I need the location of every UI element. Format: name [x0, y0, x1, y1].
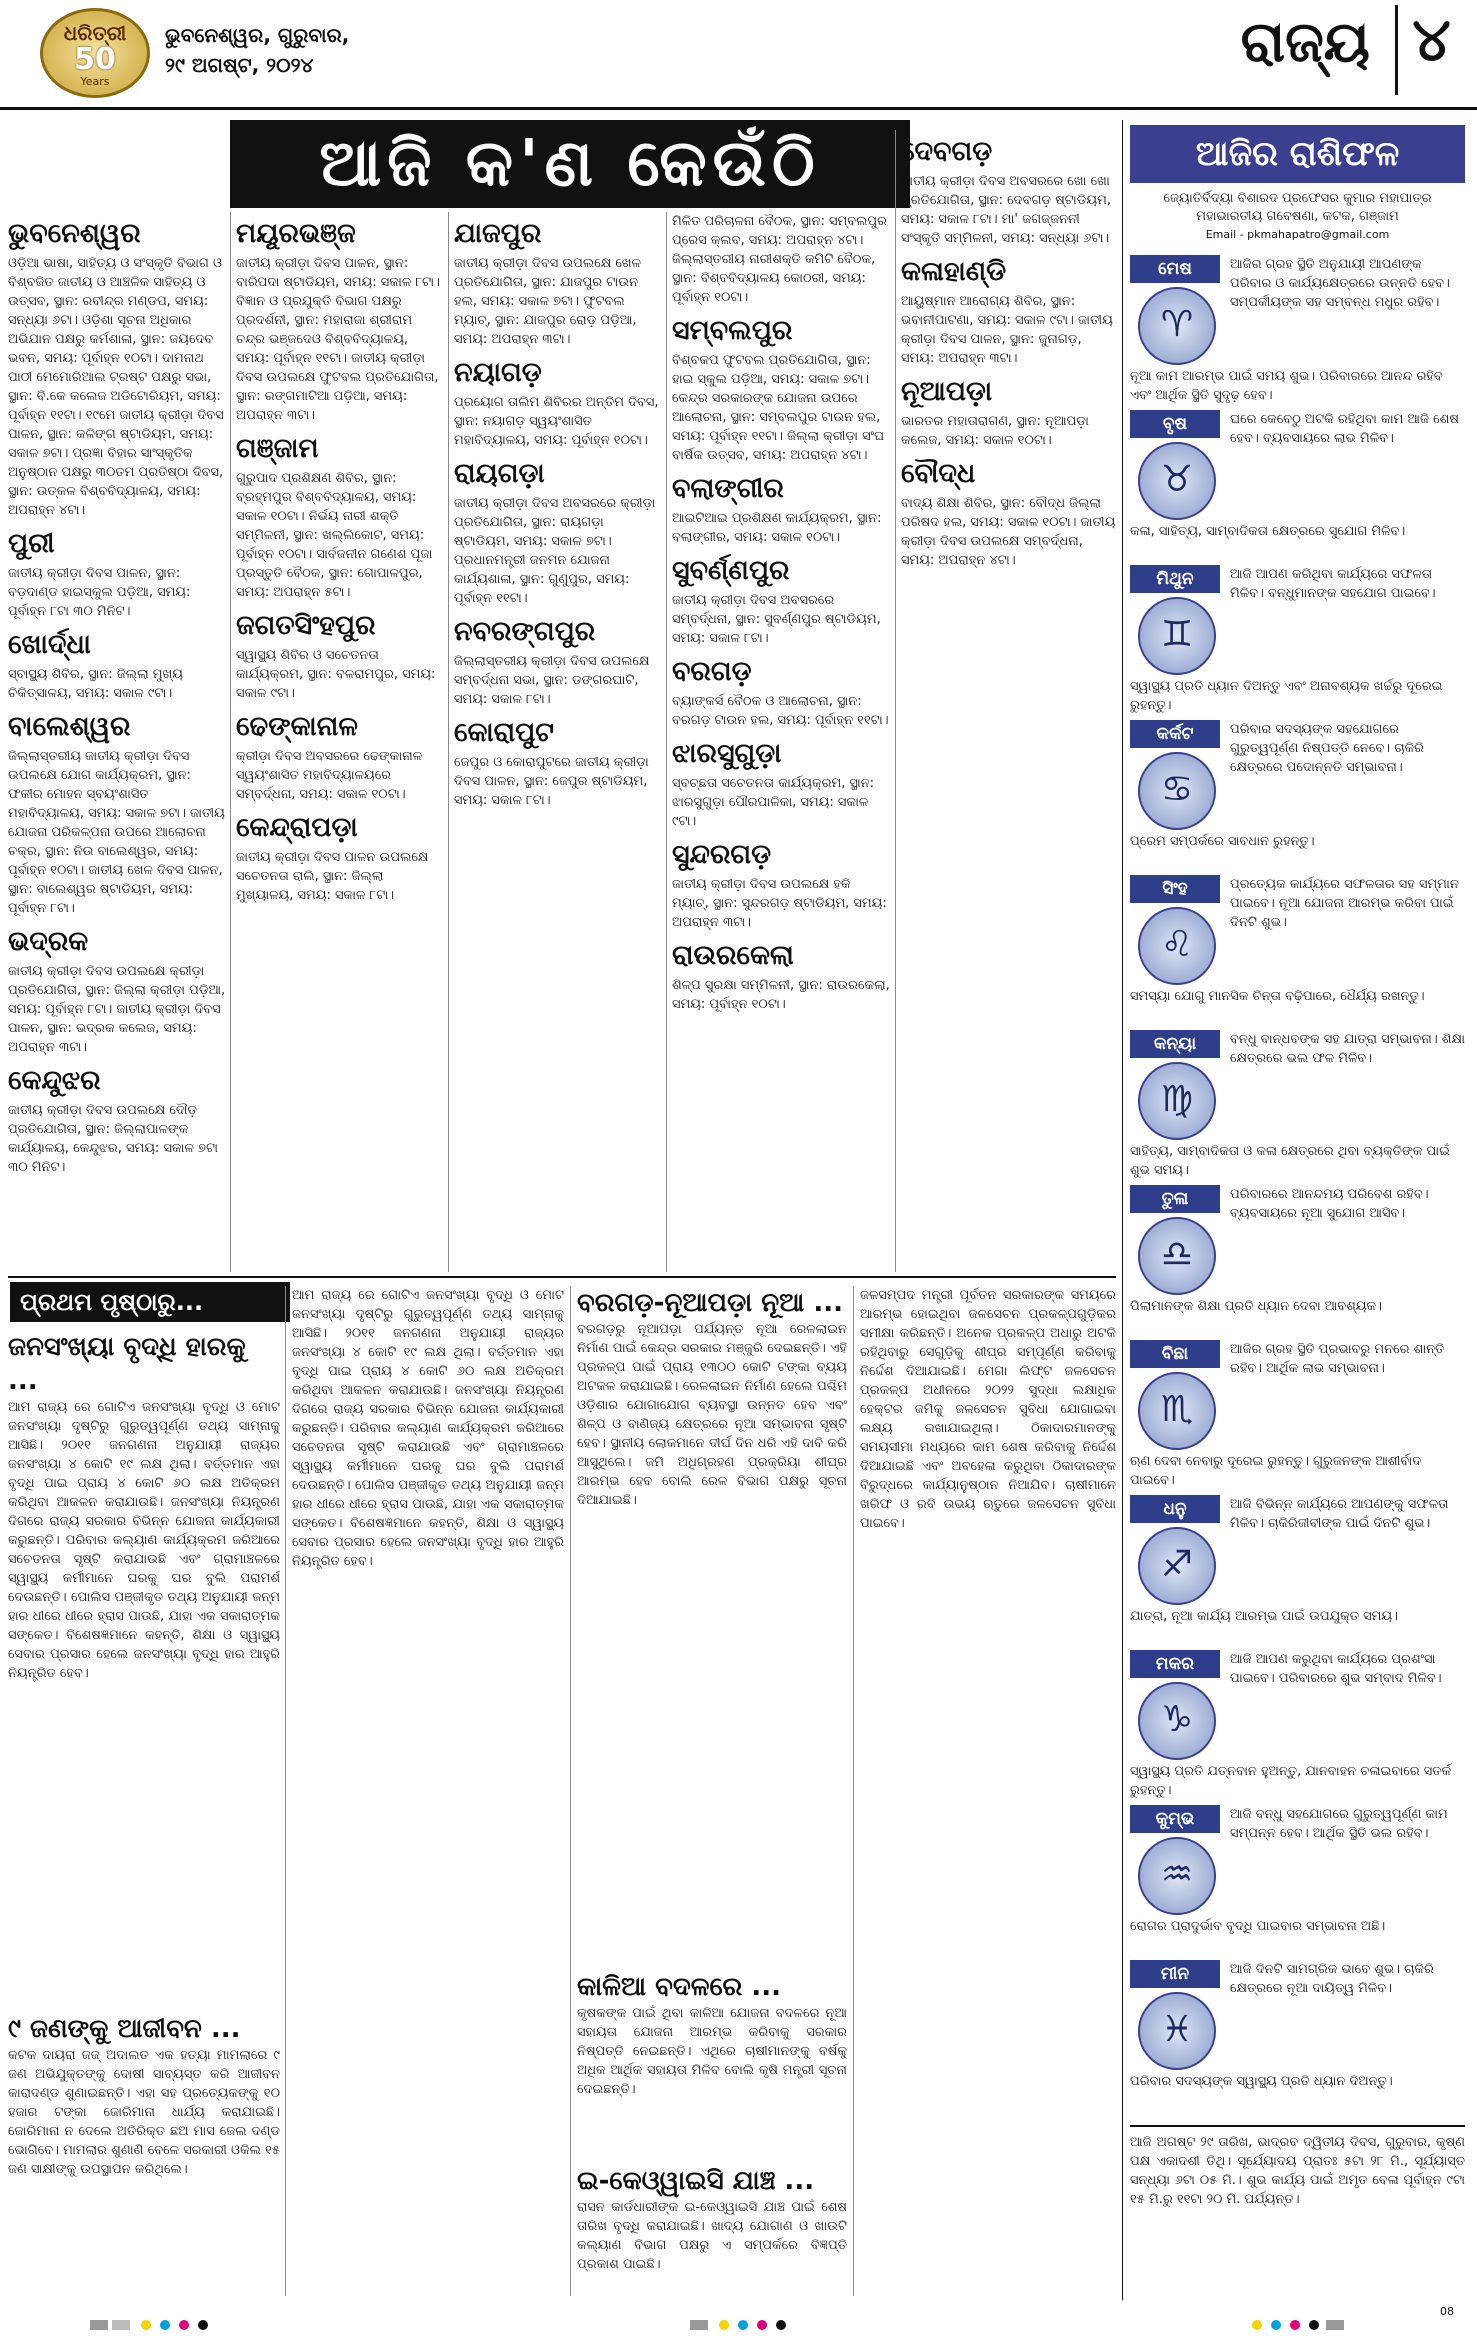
district-heading: ବାଲେଶ୍ୱର	[8, 711, 131, 742]
cancer-icon: ♋	[1138, 752, 1216, 830]
zodiac-text-cont: ନୂଆ କାମ ଆରମ୍ଭ ପାଇଁ ସମୟ ଶୁଭ। ପରିବାରରେ ଆନନ୍ଦ ରହିବ ଏବଂ ଆର୍ଥିକ ସ୍ଥିତି ସୁଦୃଢ଼ ହେବ।	[1130, 369, 1443, 403]
event-text: ଭାରତର ମହାତାରାଗଣ, ସ୍ଥାନ: ନୂଆପଡ଼ା କଲେଜ, ସମୟ: ସକାଳ ୧୦ଟା।	[901, 414, 1089, 448]
black-dot	[198, 2320, 208, 2330]
event-text: ସ୍ୱାସ୍ଥ୍ୟ ଶିବିର ଓ ସଚେତନତା କାର୍ଯ୍ୟକ୍ରମ, ସ୍ଥାନ: ବଳରାମପୁର, ସମୟ: ସକାଳ ୯ଟା।	[236, 648, 436, 701]
event-text: ଜାତୀୟ କ୍ରୀଡ଼ା ଦିବସ ଉପଲକ୍ଷେ ହକି ମ୍ୟାଚ୍, ସ୍ଥାନ: ସୁନ୍ଦରଗଡ଼ ଷ୍ଟାଡିୟମ, ସମୟ: ଅପରାହ୍ନ ୩ଟା।	[672, 877, 887, 930]
event-block	[454, 355, 662, 450]
district-heading: ଝାରସୁଗୁଡ଼ା	[672, 738, 782, 769]
event-block	[236, 709, 444, 804]
article-body: କଟକ ଦାୟରା ଜଜ୍ ଅଦାଲତ ଏକ ହତ୍ୟା ମାମଲାରେ ୯ ଜଣ ଅଭିଯୁକ୍ତଙ୍କୁ ଦୋଷୀ ସାବ୍ୟସ୍ତ କରି ଆଜୀବନ କାରାଦଣ୍ଡ ଶୁଣାଇଛନ୍ତି। ଏହା ସହ ପ୍ରତ୍ୟେକଙ୍କୁ ୧୦ ହଜାର ଟଙ୍କା ଜୋରିମାନା ଧାର୍ଯ୍ୟ କରାଯାଇଛି। ଜୋରିମାନା ନ ଦେଲେ ଅତିରିକ୍ତ ଛଅ ମାସ ଜେଲ ଦଣ୍ଡ ଭୋଗିବେ। ମାମଲାର ଶୁଣାଣି ବେଳେ ସରକାରୀ ଓକିଲ ୧୫ ଜଣ ସାକ୍ଷୀଙ୍କୁ ଉପସ୍ଥାପନ କରିଥିଲେ।	[8, 2048, 280, 2177]
aries-icon: ♈	[1138, 287, 1216, 365]
logo-anniversary-number: 50	[74, 42, 116, 77]
zodiac-name: କର୍କଟ	[1130, 720, 1220, 748]
district-heading: ଯାଜପୁର	[454, 218, 542, 249]
event-block	[672, 837, 890, 932]
taurus-icon: ♉	[1138, 442, 1216, 520]
zodiac-name: ମିଥୁନ	[1130, 565, 1220, 593]
event-text: ଜିଲ୍ଲାସ୍ତରୀୟ କ୍ରୀଡ଼ା ଦିବସ ଉପଲକ୍ଷେ ସମ୍ବର୍ଦ୍ଧନା ସଭା, ସ୍ଥାନ: ଡଙ୍ଗରଘାଟି, ସମୟ: ସକାଳ ୮ଟା।	[454, 654, 650, 707]
column-divider	[853, 1286, 854, 2296]
author-name: ଜ୍ୟୋତିର୍ବିଦ୍ୟା ବିଶାରଦ ପ୍ରଫେସର କୁମାର ମହାପାତ୍ର	[1163, 191, 1432, 206]
zodiac-text: ଆଜି ବନ୍ଧୁ ସହଯୋଗରେ ଗୁରୁତ୍ୱପୂର୍ଣ୍ଣ କାମ ସମ୍ପନ୍ନ ହେବ। ଆର୍ଥିକ ସ୍ଥିତି ଭଲ ରହିବ।	[1230, 1807, 1448, 1841]
event-text: ପ୍ରୟୋଗ ତାଲିମ ଶିବିରର ଅନ୍ତିମ ଦିବସ, ସ୍ଥାନ: ନୟାଗଡ଼ ସ୍ୱୟଂଶାସିତ ମହାବିଦ୍ୟାଳୟ, ସମୟ: ପୂର୍ବାହ୍ନ ୧୦ଟା।	[454, 395, 659, 448]
libra-icon: ♎	[1138, 1217, 1216, 1295]
event-block	[672, 212, 890, 307]
district-heading: ନୟାଗଡ଼	[454, 357, 542, 388]
zodiac-text-cont: ପ୍ରେମ ସମ୍ପର୍କରେ ସାବଧାନ ରୁହନ୍ତୁ।	[1130, 834, 1315, 849]
events-column-1	[8, 212, 226, 1272]
district-heading: ରାୟଗଡ଼ା	[454, 458, 545, 489]
almanac-text: ଆଜି ଅଗଷ୍ଟ ୨୯ ତାରିଖ, ଭାଦ୍ରବ ଦ୍ୱିତୀୟ ଦିବସ, ଗୁରୁବାର, କୃଷ୍ଣ ପକ୍ଷ ଏକାଦଶୀ ତିଥି। ସୂର୍ଯ୍ୟୋଦୟ ପ୍ରାତଃ ୫ଟା ୨୮ ମି., ସୂର୍ଯ୍ୟାସ୍ତ ସନ୍ଧ୍ୟା ୬ଟା ୦୫ ମି.। ଶୁଭ କାର୍ଯ୍ୟ ପାଇଁ ଅମୃତ ବେଳା ପୂର୍ବାହ୍ନ ୯ଟା ୧୫ ମି.ରୁ ୧୧ଟା ୨୦ ମି. ପର୍ଯ୍ୟନ୍ତ।	[1130, 2125, 1465, 2295]
zodiac-text-cont: ସମସ୍ୟା ଯୋଗୁ ମାନସିକ ଚିନ୍ତା ବଢ଼ିପାରେ, ଧୈର୍ଯ୍ୟ ରଖନ୍ତୁ।	[1130, 989, 1425, 1004]
event-block	[236, 216, 444, 425]
zodiac-text-cont: ପିଲାମାନଙ୍କ ଶିକ୍ଷା ପ୍ରତି ଧ୍ୟାନ ଦେବା ଆବଶ୍ୟକ।	[1130, 1299, 1382, 1314]
event-text: ଜାତୀୟ କ୍ରୀଡ଼ା ଦିବସ ଅବସରରେ କ୍ରୀଡ଼ା ପ୍ରତିଯୋଗିତା, ସ୍ଥାନ: ରାୟଗଡ଼ା ଷ୍ଟାଡିୟମ, ସମୟ: ସକାଳ ୭ଟା। ପ୍ରଧାନମନ୍ତ୍ରୀ ଜନମନ ଯୋଜନା କାର୍ଯ୍ୟଶାଳା, ସ୍ଥାନ: ଗୁଣୁପୁର, ସମୟ: ପୂର୍ବାହ୍ନ ୧୧ଟା।	[454, 496, 656, 606]
district-heading: ରାଉରକେଲା	[672, 940, 794, 971]
district-heading: ବରଗଡ଼	[672, 656, 752, 687]
print-footer	[0, 2305, 1477, 2339]
leo-icon: ♌	[1138, 907, 1216, 985]
page-number: ୪	[1395, 5, 1465, 95]
event-text: ଜାତୀୟ କ୍ରୀଡ଼ା ଦିବସ ପାଳନ, ସ୍ଥାନ: ବଡ଼ଦାଣ୍ଡ ହାଇସ୍କୁଲ ପଡ଼ିଆ, ସମୟ: ପୂର୍ବାହ୍ନ ୮ଟା ୩୦ ମିନିଟ।	[8, 566, 191, 619]
zodiac-name: ବିଛା	[1130, 1340, 1220, 1368]
district-heading: ବଲାଙ୍ଗୀର	[672, 473, 784, 504]
zodiac-text-cont: ସ୍ୱାସ୍ଥ୍ୟ ପ୍ରତି ଯତ୍ନବାନ ହୁଅନ୍ତୁ, ଯାନବାହନ ଚଳାଇବାରେ ସତର୍କ ରୁହନ୍ତୁ।	[1130, 1764, 1452, 1798]
district-heading: ବୌଦ୍ଧ	[901, 458, 976, 489]
section-title: ରାଜ୍ୟ	[1240, 10, 1370, 75]
front-page-continuation-box: ପ୍ରଥମ ପୃଷ୍ଠାରୁ...	[10, 1282, 290, 1322]
event-block	[8, 216, 226, 520]
zodiac-sign-karkata	[1130, 720, 1465, 870]
district-heading: ସମ୍ବଲପୁର	[672, 315, 793, 346]
article-headline: ବରଗଡ଼-ନୂଆପଡ଼ା ନୂଆ ...	[577, 1288, 844, 1318]
district-heading: କେନ୍ଦୁଝର	[8, 1065, 101, 1096]
zodiac-name: ମକର	[1130, 1650, 1220, 1678]
event-text: ଜିଲ୍ଲାସ୍ତରୀୟ ଜାତୀୟ କ୍ରୀଡ଼ା ଦିବସ ଉପଲକ୍ଷେ ଯୋଗ କାର୍ଯ୍ୟକ୍ରମ, ସ୍ଥାନ: ଫକୀର ମୋହନ ସ୍ବୟଂଶାସିତ ମହାବିଦ୍ୟାଳୟ, ସମୟ: ସକାଳ ୭ଟା। ଜାତୀୟ ଯୋଜନା ପରିକଳ୍ପନା ଉପରେ ଆଲୋଚନା ଚକ୍ର, ସ୍ଥାନ: ନିଉ ବାଲେଶ୍ୱର, ସମୟ: ପୂର୍ବାହ୍ନ ୧୦ଟା। ଜାତୀୟ ଖେଳ ଦିବସ ପାଳନ, ସ୍ଥାନ: ବାଲେଶ୍ୱର ଷ୍ଟାଡିୟମ, ସମୟ: ପୂର୍ବାହ୍ନ ୮ଟା।	[8, 749, 225, 916]
zodiac-text-cont: ପରିବାର ସଦସ୍ୟଙ୍କ ସ୍ୱାସ୍ଥ୍ୟ ପ୍ରତି ଧ୍ୟାନ ଦିଅନ୍ତୁ।	[1130, 2074, 1393, 2089]
zodiac-text: ଆଜି ବିଭିନ୍ନ କାର୍ଯ୍ୟରେ ଆପଣଙ୍କୁ ସଫଳତା ମିଳିବ। ଚାକିରିଜୀବୀଙ୍କ ପାଇଁ ଦିନଟି ଶୁଭ।	[1230, 1497, 1449, 1531]
events-column-3	[454, 212, 662, 1272]
event-text: ଜାତୀୟ କ୍ରୀଡ଼ା ଦିବସ ପାଳନ ଉପଲକ୍ଷେ ସଚେତନତା ରାଲି, ସ୍ଥାନ: ଜିଲ୍ଲା ମୁଖ୍ୟାଳୟ, ସମୟ: ସକାଳ ୮ଟା।	[236, 850, 429, 903]
event-block	[672, 654, 890, 730]
event-block	[8, 709, 226, 918]
zodiac-text: ଆଜି ଆପଣ କରୁଥିବା କାର୍ଯ୍ୟରେ ପ୍ରଶଂସା ପାଇବେ। ପରିବାରରେ ଶୁଭ ସମ୍ବାଦ ମିଳିବ।	[1230, 1652, 1442, 1686]
zodiac-sign-bichha	[1130, 1340, 1465, 1490]
event-block	[672, 938, 890, 1014]
district-heading: କଳାହାଣ୍ଡି	[901, 256, 1007, 287]
article-body: ବରଗଡ଼ରୁ ନୂଆପଡ଼ା ପର୍ଯ୍ୟନ୍ତ ନୂଆ ରେଳଲାଇନ ନିର୍ମାଣ ପାଇଁ କେନ୍ଦ୍ର ସରକାର ମଞ୍ଜୁରି ଦେଇଛନ୍ତି। ଏହି ପ୍ରକଳ୍ପ ପାଇଁ ପ୍ରାୟ ୧୩୦୦ କୋଟି ଟଙ୍କା ବ୍ୟୟ ଅଟକଳ କରାଯାଇଛି। ରେଳଲାଇନ ନିର୍ମାଣ ହେଲେ ପଶ୍ଚିମ ଓଡ଼ିଶାର ଯୋଗାଯୋଗ ବ୍ୟବସ୍ଥା ଉନ୍ନତ ହେବ ଏବଂ ଶିଳ୍ପ ଓ ବାଣିଜ୍ୟ କ୍ଷେତ୍ରରେ ନୂଆ ସମ୍ଭାବନା ସୃଷ୍ଟି ହେବ। ସ୍ଥାନୀୟ ଲୋକମାନେ ଦୀର୍ଘ ଦିନ ଧରି ଏହି ଦାବି କରି ଆସୁଥିଲେ। ଜମି ଅଧିଗ୍ରହଣ ପ୍ରକ୍ରିୟା ଶୀଘ୍ର ଆରମ୍ଭ ହେବ ବୋଲି ରେଳ ବିଭାଗ ପକ୍ଷରୁ ସୂଚନା ଦିଆଯାଇଛି।	[577, 1322, 847, 1508]
magenta-dot	[179, 2320, 189, 2330]
zodiac-sign-tula	[1130, 1185, 1465, 1335]
zodiac-name: ଧନୁ	[1130, 1495, 1220, 1523]
event-block	[672, 553, 890, 648]
page-code: 08	[1440, 2305, 1454, 2318]
zodiac-name: ମୀନ	[1130, 1960, 1220, 1988]
district-heading: ନବରଙ୍ଗପୁର	[454, 616, 596, 647]
column-divider	[666, 212, 667, 1272]
dateline	[165, 20, 425, 80]
zodiac-text-cont: ସ୍ୱାସ୍ଥ୍ୟ ପ୍ରତି ଧ୍ୟାନ ଦିଅନ୍ତୁ ଏବଂ ଅନାବଶ୍ୟକ ଖର୍ଚ୍ଚରୁ ଦୂରେଇ ରୁହନ୍ତୁ।	[1130, 679, 1443, 713]
dateline-date: ୨୯ ଅଗଷ୍ଟ, ୨୦୨୪	[165, 53, 314, 77]
capricorn-icon: ♑	[1138, 1682, 1216, 1760]
article-population	[8, 1330, 280, 2290]
zodiac-name: ସିଂହ	[1130, 875, 1220, 903]
event-block	[236, 431, 444, 602]
sagittarius-icon: ♐	[1138, 1527, 1216, 1605]
zodiac-text: ଘରେ କେବେଠୁ ଅଟକି ରହିଥିବା କାମ ଆଜି ଶେଷ ହେବ। ବ୍ୟବସାୟରେ ଲାଭ ମିଳିବ।	[1230, 412, 1459, 446]
horoscope-author	[1130, 190, 1465, 244]
zodiac-text-cont: ସାହିତ୍ୟ, ସାମ୍ବାଦିକତା ଓ କଳା କ୍ଷେତ୍ରରେ ଥିବା ବ୍ୟକ୍ତିଙ୍କ ପାଇଁ ଶୁଭ ସମୟ।	[1130, 1144, 1450, 1178]
event-text: ଆଇଟିଆଇ ପ୍ରଶିକ୍ଷଣ କାର୍ଯ୍ୟକ୍ରମ, ସ୍ଥାନ: ବଲାଙ୍ଗୀର, ସମୟ: ସକାଳ ୧୦ଟା।	[672, 511, 882, 545]
article-headline: କାଳିଆ ବଦଳରେ ...	[577, 1972, 781, 2002]
event-block	[8, 924, 226, 1057]
registration-marks-left	[90, 2315, 210, 2334]
column-divider	[230, 212, 231, 1272]
zodiac-text-cont: ଯାତ୍ରା, ନୂଆ କାର୍ଯ୍ୟ ଆରମ୍ଭ ପାଇଁ ଉପଯୁକ୍ତ ସମୟ।	[1130, 1609, 1398, 1624]
events-column-5	[901, 130, 1116, 1272]
zodiac-sign-kumbha	[1130, 1805, 1465, 1955]
cyan-dot	[160, 2320, 170, 2330]
event-text: ଜାତୀୟ କ୍ରୀଡ଼ା ଦିବସ ଉପଲକ୍ଷେ କ୍ରୀଡ଼ା ପ୍ରତିଯୋଗିତା, ସ୍ଥାନ: ଜିଲ୍ଲା କ୍ରୀଡ଼ା ପଡ଼ିଆ, ସମୟ: ପୂର୍ବାହ୍ନ ୮ଟା। ଜାତୀୟ କ୍ରୀଡ଼ା ଦିବସ ପାଳନ, ସ୍ଥାନ: ଭଦ୍ରକ କଲେଜ, ସମୟ: ଅପରାହ୍ନ ୩ଟା।	[8, 964, 226, 1055]
event-text: ବାଦ୍ୟ ଶିକ୍ଷା ଶିବିର, ସ୍ଥାନ: ବୌଦ୍ଧ ଜିଲ୍ଲା ପରିଷଦ ହଲ, ସମୟ: ସକାଳ ୧୦ଟା। ଜାତୀୟ କ୍ରୀଡ଼ା ଦିବସ ଉପଲକ୍ଷେ ସମ୍ବର୍ଦ୍ଧନା, ସମୟ: ଅପରାହ୍ନ ୪ଟା।	[901, 496, 1116, 568]
event-text: ବିଶ୍ବକପ ଫୁଟବଲ ପ୍ରତିଯୋଗିତା, ସ୍ଥାନ: ହାଇ ସ୍କୁଲ ପଡ଼ିଆ, ସମୟ: ସକାଳ ୭ଟା। କେନ୍ଦ୍ର ସରକାରଙ୍କ ଯୋଜନା ଉପରେ ଆଲୋଚନା, ସ୍ଥାନ: ସମ୍ବଲପୁର ଟାଉନ ହଲ, ସମୟ: ପୂର୍ବାହ୍ନ ୧୧ଟା। ଜିଲ୍ଲା କ୍ରୀଡ଼ା ସଂଘ ବାର୍ଷିକ ଉତ୍ସବ, ସମୟ: ଅପରାହ୍ନ ୪ଟା।	[672, 353, 885, 463]
article-headline: ୯ ଜଣଙ୍କୁ ଆଜୀବନ ...	[8, 2014, 241, 2044]
rashiphala-divider	[1122, 120, 1123, 2300]
event-block	[901, 134, 1116, 248]
article-body: ରାସନ କାର୍ଡଧାରୀଙ୍କ ଇ-କେଓ୍ୱାଇସି ଯାଞ୍ଚ ପାଇଁ ଶେଷ ତାରିଖ ବୃଦ୍ଧି କରାଯାଇଛି। ଖାଦ୍ୟ ଯୋଗାଣ ଓ ଖାଉଟି କଲ୍ୟାଣ ବିଭାଗ ପକ୍ଷରୁ ଏ ସମ୍ପର୍କରେ ବିଜ୍ଞପ୍ତି ପ୍ରକାଶ ପାଇଛି।	[577, 2200, 847, 2272]
zodiac-text: ଆଜିର ଗ୍ରହ ସ୍ଥିତି ପ୍ରଭାବରୁ ମନରେ ଶାନ୍ତି ରହିବ। ଆର୍ଥିକ ଲାଭ ସମ୍ଭାବନା।	[1230, 1342, 1445, 1376]
zodiac-sign-simha	[1130, 875, 1465, 1025]
district-heading: ଜଗତସିଂହପୁର	[236, 610, 376, 641]
pisces-icon: ♓	[1138, 1992, 1216, 2070]
event-block	[8, 627, 226, 703]
district-heading: ଦେବଗଡ଼	[901, 136, 993, 167]
event-block	[454, 456, 662, 608]
zodiac-text: ଆଜିର ଗ୍ରହ ସ୍ଥିତି ଅନୁଯାୟୀ ଆପଣଙ୍କ ପରିବାର ଓ କାର୍ଯ୍ୟକ୍ଷେତ୍ରରେ ଉନ୍ନତି ହେବ। ସମ୍ପର୍କୀୟଙ୍କ ସହ ସମ୍ବନ୍ଧ ମଧୁର ରହିବ।	[1230, 257, 1450, 310]
author-affiliation: ମହାଭାରତୀୟ ଗବେଷଣା, କଟକ, ଗଞ୍ଜାମ	[1196, 209, 1399, 224]
district-heading: ସୁନ୍ଦରଗଡ଼	[672, 839, 772, 870]
zodiac-sign-makara	[1130, 1650, 1465, 1800]
event-text: ଜେପୁର ଓ କୋରାପୁଟରେ ଜାତୀୟ କ୍ରୀଡ଼ା ଦିବସ ପାଳନ, ସ୍ଥାନ: ଜେପୁର ଷ୍ଟାଡିୟମ, ସମୟ: ସକାଳ ୮ଟା।	[454, 755, 649, 808]
zodiac-name: କୁମ୍ଭ	[1130, 1805, 1220, 1833]
event-text: ଜାତୀୟ କ୍ରୀଡ଼ା ଦିବସ ପାଳନ, ସ୍ଥାନ: ବାରିପଦା ଷ୍ଟାଡିୟମ, ସମୟ: ସକାଳ ୮ଟା। ବିଜ୍ଞାନ ଓ ପ୍ରଯୁକ୍ତି ବିଭାଗ ପକ୍ଷରୁ ପ୍ରଦର୍ଶନୀ, ସ୍ଥାନ: ମହାରାଜା ଶ୍ରୀରାମ ଚନ୍ଦ୍ର ଭଞ୍ଜଦେଓ ବିଶ୍ବବିଦ୍ୟାଳୟ, ସମୟ: ପୂର୍ବାହ୍ନ ୧୧ଟା। ଜାତୀୟ କ୍ରୀଡ଼ା ଦିବସ ଉପଲକ୍ଷେ ଫୁଟବଲ ପ୍ରତିଯୋଗିତା, ସ୍ଥାନ: ରଙ୍ଗମାଟିଆ ପଡ଼ିଆ, ସମୟ: ଅପରାହ୍ନ ୩ଟା।	[236, 256, 440, 423]
event-text: ଆୟୁଷ୍ମାନ ଆରୋଗ୍ୟ ଶିବିର, ସ୍ଥାନ: ଭବାନୀପାଟଣା, ସମୟ: ସକାଳ ୯ଟା। ଜାତୀୟ କ୍ରୀଡ଼ା ଦିବସ ପାଳନ, ସ୍ଥାନ: ଜୁନାଗଡ଼, ସମୟ: ଅପରାହ୍ନ ୩ଟା।	[901, 294, 1113, 366]
district-heading: ଭୁବନେଶ୍ୱର	[8, 218, 141, 249]
zodiac-text: ପ୍ରତ୍ୟେକ କାର୍ଯ୍ୟରେ ସଫଳତାର ସହ ସମ୍ମାନ ପାଇବେ। ନୂଆ ଯୋଜନା ଆରମ୍ଭ କରିବା ପାଇଁ ଦିନଟି ଶୁଭ।	[1230, 877, 1459, 930]
event-text: ଜାତୀୟ କ୍ରୀଡ଼ା ଦିବସ ଉପଲକ୍ଷେ ଦୌଡ଼ ପ୍ରତିଯୋଗିତା, ସ୍ଥାନ: ଜିଲ୍ଲାପାଳଙ୍କ କାର୍ଯ୍ୟାଳୟ, କେନ୍ଦୁଝର, ସମୟ: ସକାଳ ୭ଟା ୩୦ ମିନିଟ।	[8, 1103, 218, 1175]
article-body: ଆମ ରାଜ୍ୟ ରେ ଗୋଟିଏ ଜନସଂଖ୍ୟା ବୃଦ୍ଧି ଓ ମୋଟ ଜନସଂଖ୍ୟା ଦୃଷ୍ଟିରୁ ଗୁରୁତ୍ୱପୂର୍ଣ୍ଣ ତଥ୍ୟ ସାମ୍ନାକୁ ଆସିଛି। ୨୦୧୧ ଜନଗଣନା ଅନୁଯାୟୀ ରାଜ୍ୟର ଜନସଂଖ୍ୟା ୪ କୋଟି ୧୯ ଲକ୍ଷ ଥିଲା। ବର୍ତ୍ତମାନ ଏହା ବୃଦ୍ଧି ପାଇ ପ୍ରାୟ ୪ କୋଟି ୬୦ ଲକ୍ଷ ଅତିକ୍ରମ କରିଥିବା ଆକଳନ କରାଯାଉଛି। ଜନସଂଖ୍ୟା ନିୟନ୍ତ୍ରଣ ଦିଗରେ ରାଜ୍ୟ ସରକାର ବିଭିନ୍ନ ଯୋଜନା କାର୍ଯ୍ୟକାରୀ କରୁଛନ୍ତି। ପରିବାର କଲ୍ୟାଣ କାର୍ଯ୍ୟକ୍ରମ ଜରିଆରେ ସଚେତନତା ସୃଷ୍ଟି କରାଯାଉଛି ଏବଂ ଗ୍ରାମାଞ୍ଚଳରେ ସ୍ୱାସ୍ଥ୍ୟ କର୍ମୀମାନେ ଘରକୁ ଘର ବୁଲି ପରାମର୍ଶ ଦେଉଛନ୍ତି। ପୋଲିସ ପଞ୍ଜୀକୃତ ତଥ୍ୟ ଅନୁଯାୟୀ ଜନ୍ମ ହାର ଧୀରେ ଧୀରେ ହ୍ରାସ ପାଉଛି, ଯାହା ଏକ ସକାରାତ୍ମକ ସଙ୍କେତ। ବିଶେଷଜ୍ଞମାନେ କହନ୍ତି, ଶିକ୍ଷା ଓ ସ୍ୱାସ୍ଥ୍ୟ ସେବାର ପ୍ରସାର ହେଲେ ଜନସଂଖ୍ୟା ବୃଦ୍ଧି ହାର ଆହୁରି ନିୟନ୍ତ୍ରିତ ହେବ।	[8, 1400, 280, 1681]
registration-marks-center	[690, 2315, 788, 2334]
event-block	[454, 216, 662, 349]
district-heading: ମୟୂରଭଞ୍ଜ	[236, 218, 356, 249]
zodiac-text: ବନ୍ଧୁ ବାନ୍ଧବଙ୍କ ସହ ଯାତ୍ରା ସମ୍ଭାବନା। ଶିକ୍ଷା କ୍ଷେତ୍ରରେ ଭଲ ଫଳ ମିଳିବ।	[1230, 1032, 1465, 1066]
district-heading: ଭଦ୍ରକ	[8, 926, 89, 957]
event-text: ସ୍ବଚ୍ଛତା ସଚେତନତା କାର୍ଯ୍ୟକ୍ରମ, ସ୍ଥାନ: ଝାରସୁଗୁଡ଼ା ପୌରପାଳିକା, ସମୟ: ସକାଳ ୯ଟା।	[672, 776, 875, 829]
event-block	[901, 374, 1116, 450]
zodiac-name: କନ୍ୟା	[1130, 1030, 1220, 1058]
scorpio-icon: ♏	[1138, 1372, 1216, 1450]
event-block	[672, 736, 890, 831]
zodiac-text: ପରିବାରରେ ଆନନ୍ଦମୟ ପରିବେଶ ରହିବ। ବ୍ୟବସାୟରେ ନୂଆ ସୁଯୋଗ ଆସିବ।	[1230, 1187, 1429, 1221]
column-divider	[895, 130, 896, 1272]
newspaper-logo	[40, 8, 150, 98]
article-railway	[577, 1286, 847, 2291]
yellow-dot	[141, 2320, 151, 2330]
event-text: ଜାତୀୟ କ୍ରୀଡ଼ା ଦିବସ ଉପଲକ୍ଷେ ଖେଳ ପ୍ରତିଯୋଗିତା, ସ୍ଥାନ: ଯାଜପୁର ଟାଉନ ହଲ, ସମୟ: ସକାଳ ୭ଟା। ଫୁଟବଲ ମ୍ୟାଚ୍, ସ୍ଥାନ: ଯାଜପୁର ରୋଡ଼ ପଡ଼ିଆ, ସମୟ: ଅପରାହ୍ନ ୩ଟା।	[454, 256, 641, 347]
event-text: ଓଡ଼ିଆ ଭାଷା, ସାହିତ୍ୟ ଓ ସଂସ୍କୃତି ବିଭାଗ ଓ ବିଶ୍ବଜିତ ଜାତୀୟ ଓ ଆଞ୍ଚଳିକ ସାହିତ୍ୟ ଓ ଉତ୍ସବ, ସ୍ଥାନ: ରବୀନ୍ଦ୍ର ମଣ୍ଡପ, ସମୟ: ସନ୍ଧ୍ୟା ୬ଟା। ଓଡ଼ିଶା ସୂଚନା ଅଧିକାର ଅଭିଯାନ ପକ୍ଷରୁ କର୍ମଶାଳା, ସ୍ଥାନ: ଜୟଦେବ ଭବନ, ସମୟ: ପୂର୍ବାହ୍ନ ୧୦ଟା। ଦାମନାଥ ପାଠୀ ମେମୋରିଆଲ ଟ୍ରଷ୍ଟ ପକ୍ଷରୁ ସଭା, ସ୍ଥାନ: ବି.କେ କଲେଜ ଅଡିଟୋରିୟମ, ସମୟ: ପୂର୍ବାହ୍ନ ୧୧ଟା। ୧୯ମେ ଜାତୀୟ କ୍ରୀଡ଼ା ଦିବସ ପାଳନ, ସ୍ଥାନ: କଳିଙ୍ଗ ଷ୍ଟାଡିୟମ, ସମୟ: ସକାଳ ୭ଟା। ପ୍ରଜ୍ଞା ବିହାର ସାଂସ୍କୃତିକ ଅନୁଷ୍ଠାନ ପକ୍ଷରୁ ୩୦ତମ ପ୍ରତିଷ୍ଠା ଦିବସ, ସ୍ଥାନ: ଉତ୍କଳ ବିଶ୍ବବିଦ୍ୟାଳୟ, ସମୟ: ଅପରାହ୍ନ ୪ଟା।	[8, 256, 224, 518]
events-column-4	[672, 130, 890, 1272]
event-block	[672, 313, 890, 465]
column-divider	[448, 212, 449, 1272]
zodiac-name: ବୃଷ	[1130, 410, 1220, 438]
event-block	[454, 715, 662, 810]
zodiac-text: ଆଜି ଦିନଟି ସାମଗ୍ରିକ ଭାବେ ଶୁଭ। ଚାକିରି କ୍ଷେତ୍ରରେ ନୂଆ ଦାୟିତ୍ୱ ମିଳିବ।	[1230, 1962, 1434, 1996]
events-column-2	[236, 212, 444, 1272]
zodiac-sign-kanya	[1130, 1030, 1465, 1180]
article-headline: ଜନସଂଖ୍ୟା ବୃଦ୍ଧି ହାରକୁ ...	[8, 1332, 246, 1396]
events-banner: ଆଜି କ'ଣ କେଉଁଠି	[230, 120, 910, 208]
logo-years: Years	[80, 75, 110, 88]
logo-brand: ଧରିତ୍ରୀ	[63, 21, 127, 45]
masthead	[0, 0, 1477, 110]
district-heading: ସୁବର୍ଣ୍ଣପୁର	[672, 555, 790, 586]
event-block	[454, 614, 662, 709]
zodiac-sign-meena	[1130, 1960, 1465, 2110]
virgo-icon: ♍	[1138, 1062, 1216, 1140]
zodiac-text-cont: କଳା, ସାହିତ୍ୟ, ସାମ୍ବାଦିକତା କ୍ଷେତ୍ରରେ ସୁଯୋଗ ମିଳିବ।	[1130, 524, 1406, 539]
dateline-place-day: ଭୁବନେଶ୍ୱର, ଗୁରୁବାର,	[165, 23, 350, 47]
district-heading: କେନ୍ଦ୍ରାପଡ଼ା	[236, 812, 358, 843]
district-heading: ଗଞ୍ଜାମ	[236, 433, 319, 464]
article-population-cont: ଆମ ରାଜ୍ୟ ରେ ଗୋଟିଏ ଜନସଂଖ୍ୟା ବୃଦ୍ଧି ଓ ମୋଟ ଜନସଂଖ୍ୟା ଦୃଷ୍ଟିରୁ ଗୁରୁତ୍ୱପୂର୍ଣ୍ଣ ତଥ୍ୟ ସାମ୍ନାକୁ ଆସିଛି। ୨୦୧୧ ଜନଗଣନା ଅନୁଯାୟୀ ରାଜ୍ୟର ଜନସଂଖ୍ୟା ୪ କୋଟି ୧୯ ଲକ୍ଷ ଥିଲା। ବର୍ତ୍ତମାନ ଏହା ବୃଦ୍ଧି ପାଇ ପ୍ରାୟ ୪ କୋଟି ୬୦ ଲକ୍ଷ ଅତିକ୍ରମ କରିଥିବା ଆକଳନ କରାଯାଉଛି। ଜନସଂଖ୍ୟା ନିୟନ୍ତ୍ରଣ ଦିଗରେ ରାଜ୍ୟ ସରକାର ବିଭିନ୍ନ ଯୋଜନା କାର୍ଯ୍ୟକାରୀ କରୁଛନ୍ତି। ପରିବାର କଲ୍ୟାଣ କାର୍ଯ୍ୟକ୍ରମ ଜରିଆରେ ସଚେତନତା ସୃଷ୍ଟି କରାଯାଉଛି ଏବଂ ଗ୍ରାମାଞ୍ଚଳରେ ସ୍ୱାସ୍ଥ୍ୟ କର୍ମୀମାନେ ଘରକୁ ଘର ବୁଲି ପରାମର୍ଶ ଦେଉଛନ୍ତି। ପୋଲିସ ପଞ୍ଜୀକୃତ ତଥ୍ୟ ଅନୁଯାୟୀ ଜନ୍ମ ହାର ଧୀରେ ଧୀରେ ହ୍ରାସ ପାଉଛି, ଯାହା ଏକ ସକାରାତ୍ମକ ସଙ୍କେତ। ବିଶେଷଜ୍ଞମାନେ କହନ୍ତି, ଶିକ୍ଷା ଓ ସ୍ୱାସ୍ଥ୍ୟ ସେବାର ପ୍ରସାର ହେଲେ ଜନସଂଖ୍ୟା ବୃଦ୍ଧି ହାର ଆହୁରି ନିୟନ୍ତ୍ରିତ ହେବ।	[292, 1288, 564, 1569]
zodiac-sign-dhanu	[1130, 1495, 1465, 1645]
zodiac-name: ତୁଳା	[1130, 1185, 1220, 1213]
event-text: ଜାତୀୟ କ୍ରୀଡ଼ା ଦିବସ ଅବସରରେ ଖୋ ଖୋ ପ୍ରତିଯୋଗିତା, ସ୍ଥାନ: ଦେବଗଡ଼ ଷ୍ଟାଡିୟମ, ସମୟ: ସକାଳ ୮ଟା। ମା' ଜଗଜ୍ଜନନୀ ସଂସ୍କୃତି ସମ୍ମିଳନୀ, ସମୟ: ସନ୍ଧ୍ୟା ୬ଟା।	[901, 174, 1111, 246]
zodiac-sign-mithuna	[1130, 565, 1465, 715]
event-text: ବ୍ୟାଙ୍କର୍ସ ବୈଠକ ଓ ଆଲୋଚନା, ସ୍ଥାନ: ବରଗଡ଼ ଟାଉନ ହଲ, ସମୟ: ପୂର୍ବାହ୍ନ ୧୧ଟା।	[672, 694, 889, 728]
event-text: ସ୍ବାସ୍ଥ୍ୟ ଶିବିର, ସ୍ଥାନ: ଜିଲ୍ଲା ମୁଖ୍ୟ ଚିକିତ୍ସାଳୟ, ସମୟ: ସକାଳ ୯ଟା।	[8, 667, 183, 701]
article-headline: ଇ-କେଓ୍ୱାଇସି ଯାଞ୍ଚ ...	[577, 2166, 815, 2196]
event-text: କ୍ରୀଡ଼ା ଦିବସ ଅବସରରେ ଢେଙ୍କାନାଳ ସ୍ୱୟଂଶାସିତ ମହାବିଦ୍ୟାଳୟରେ ସମ୍ବର୍ଦ୍ଧନା, ସମୟ: ସକାଳ ୧୦ଟା।	[236, 749, 423, 802]
event-block	[901, 254, 1116, 368]
district-heading: ଢେଙ୍କାନାଳ	[236, 711, 358, 742]
column-divider	[285, 1286, 286, 2296]
registration-marks-right	[1250, 2315, 1348, 2334]
zodiac-sign-vrusha	[1130, 410, 1465, 560]
aquarius-icon: ♒	[1138, 1837, 1216, 1915]
event-text: ମିଳିତ ପରିଚାଳନା ବୈଠକ, ସ୍ଥାନ: ସମ୍ବଲପୁର ପ୍ରେସ କ୍ଲବ, ସମୟ: ଅପରାହ୍ନ ୪ଟା। ଜିଲ୍ଲାସ୍ତରୀୟ ନାରୀଶକ୍ତି କମିଟି ବୈଠକ, ସ୍ଥାନ: ବିଶ୍ବବିଦ୍ୟାଳୟ କୋଠରୀ, ସମୟ: ପୂର୍ବାହ୍ନ ୧୦ଟା।	[672, 214, 888, 305]
zodiac-name: ମେଷ	[1130, 255, 1220, 283]
zodiac-text-cont: ରୋଗର ପ୍ରାଦୁର୍ଭାବ ବୃଦ୍ଧି ପାଇବାର ସମ୍ଭାବନା ଅଛି।	[1130, 1919, 1386, 1934]
event-block	[8, 1063, 226, 1177]
horoscope-title: ଆଜିର ରାଶିଫଳ	[1130, 125, 1465, 183]
article-irrigation: ଜଳସମ୍ପଦ ମନ୍ତ୍ରୀ ପୂର୍ବତନ ସରକାରଙ୍କ ସମୟରେ ଆରମ୍ଭ ହୋଇଥିବା ଜଳସେଚନ ପ୍ରକଳ୍ପଗୁଡ଼ିକର ସମୀକ୍ଷା କରିଛନ୍ତି। ଅନେକ ପ୍ରକଳ୍ପ ଅଧାରୁ ଅଟକି ରହିଥିବାରୁ ସେଗୁଡ଼ିକୁ ଶୀଘ୍ର ସମ୍ପୂର୍ଣ୍ଣ କରିବାକୁ ନିର୍ଦ୍ଦେଶ ଦିଆଯାଇଛି। ମେଗା ଲିଫ୍ଟ ଜଳସେଚନ ପ୍ରକଳ୍ପ ଅଧୀନରେ ୨୦୨୨ ସୁଦ୍ଧା ଲକ୍ଷାଧିକ ହେକ୍ଟର ଜମିକୁ ଜଳସେଚନ ସୁବିଧା ଯୋଗାଇବା ଲକ୍ଷ୍ୟ ରଖାଯାଇଥିଲା। ଠିକାଦାରମାନଙ୍କୁ ସମୟସୀମା ମଧ୍ୟରେ କାମ ଶେଷ କରିବାକୁ ନିର୍ଦ୍ଦେଶ ଦିଆଯାଇଛି ଏବଂ ଅବହେଳା କରୁଥିବା ଠିକାଦାରଙ୍କ ବିରୁଦ୍ଧରେ କାର୍ଯ୍ୟାନୁଷ୍ଠାନ ନିଆଯିବ। ଚାଷୀମାନେ ଖରିଫ ଓ ରବି ଉଭୟ ଋତୁରେ ଜଳସେଚନ ସୁବିଧା ପାଇବେ।	[860, 1288, 1116, 1531]
event-block	[8, 526, 226, 621]
event-block	[236, 608, 444, 703]
event-text: ଗୁରୁପାଦ ପ୍ରଶିକ୍ଷଣ ଶିବିର, ସ୍ଥାନ: ବ୍ରହ୍ମପୁର ବିଶ୍ବବିଦ୍ୟାଳୟ, ସମୟ: ସକାଳ ୧୦ଟା। ନିର୍ଭୟ ନାରୀ ଶକ୍ତି ସମ୍ମିଳନୀ, ସ୍ଥାନ: ଖଲ୍ଲିକୋଟ, ସମୟ: ପୂର୍ବାହ୍ନ ୧୦ଟା। ସାର୍ବଜନୀନ ଗଣେଶ ପୂଜା ପ୍ରସ୍ତୁତି ବୈଠକ, ସ୍ଥାନ: ଗୋପାଳପୁର, ସମୟ: ଅପରାହ୍ନ ୫ଟା।	[236, 471, 433, 600]
event-text: ଶିଳ୍ପ ସୁରକ୍ଷା ସମ୍ମିଳନୀ, ସ୍ଥାନ: ରାଉରକେଲା, ସମୟ: ପୂର୍ବାହ୍ନ ୧୦ଟା।	[672, 978, 890, 1012]
district-heading: ପୁରୀ	[8, 528, 55, 559]
event-block	[672, 471, 890, 547]
district-heading: ନୂଆପଡ଼ା	[901, 376, 993, 407]
zodiac-text: ପରିବାର ସଦସ୍ୟଙ୍କ ସହଯୋଗରେ ଗୁରୁତ୍ୱପୂର୍ଣ୍ଣ ନିଷ୍ପତ୍ତି ନେବେ। ଚାକିରି କ୍ଷେତ୍ରରେ ପଦୋନ୍ନତି ସମ୍ଭାବନା।	[1230, 722, 1425, 775]
author-email: Email - pkmahapatro@gmail.com	[1205, 228, 1390, 241]
section-divider	[8, 1276, 1116, 1278]
event-block	[236, 810, 444, 905]
column-divider	[570, 1286, 571, 2296]
article-body: କୃଷକଙ୍କ ପାଇଁ ଥିବା କାଳିଆ ଯୋଜନା ବଦଳରେ ନୂଆ ସହାୟତା ଯୋଜନା ଆରମ୍ଭ କରିବାକୁ ସରକାର ନିଷ୍ପତ୍ତି ନେଇଛନ୍ତି। ଏଥିରେ ଚାଷୀମାନଙ୍କୁ ବର୍ଷକୁ ଅଧିକ ଆର୍ଥିକ ସହାୟତା ମିଳିବ ବୋଲି କୃଷି ମନ୍ତ୍ରୀ ସୂଚନା ଦେଇଛନ୍ତି।	[577, 2006, 847, 2097]
district-heading: କୋରାପୁଟ	[454, 717, 555, 748]
zodiac-text-cont: ଋଣ ଦେବା ନେବାରୁ ଦୂରେଇ ରୁହନ୍ତୁ। ଗୁରୁଜନଙ୍କ ଆଶୀର୍ବାଦ ପାଇବେ।	[1130, 1454, 1422, 1488]
zodiac-sign-mesha	[1130, 255, 1465, 405]
gemini-icon: ♊	[1138, 597, 1216, 675]
event-block	[901, 456, 1116, 570]
zodiac-text: ଆଜି ଆପଣ କରିଥିବା କାର୍ଯ୍ୟରେ ସଫଳତା ମିଳିବ। ବନ୍ଧୁମାନଙ୍କ ସହଯୋଗ ପାଇବେ।	[1230, 567, 1436, 601]
event-text: ଜାତୀୟ କ୍ରୀଡ଼ା ଦିବସ ଅବସରରେ ସମ୍ବର୍ଦ୍ଧନା, ସ୍ଥାନ: ସୁବର୍ଣ୍ଣପୁର ଷ୍ଟାଡିୟମ, ସମୟ: ସକାଳ ୮ଟା।	[672, 593, 881, 646]
district-heading: ଖୋର୍ଦ୍ଧା	[8, 629, 91, 660]
